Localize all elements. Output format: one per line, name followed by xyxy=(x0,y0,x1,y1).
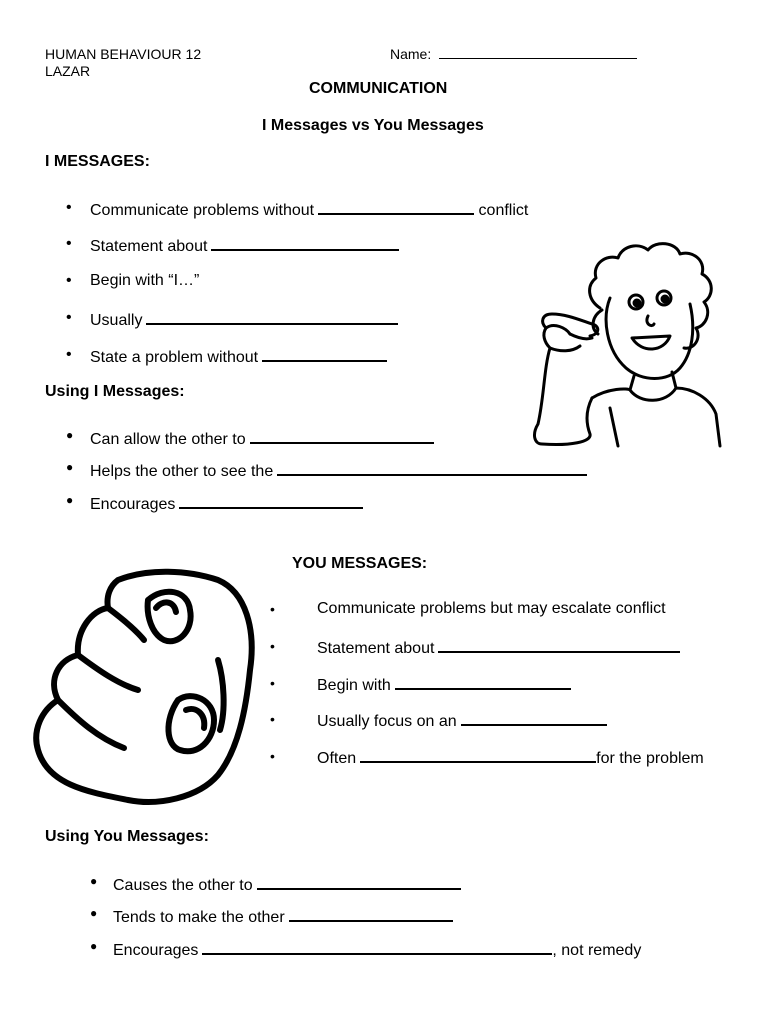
bullet: • xyxy=(66,199,72,216)
person-pointing-self-icon xyxy=(530,238,725,450)
answer-blank[interactable] xyxy=(146,309,398,325)
teacher-label: LAZAR xyxy=(45,63,91,79)
bullet: ● xyxy=(90,906,98,920)
list-item: Communicate problems but may escalate conflict xyxy=(317,600,666,617)
list-item: Statement about xyxy=(317,637,680,658)
bullet: ● xyxy=(90,939,98,953)
list-item: Communicate problems without conflict xyxy=(90,199,528,220)
answer-blank[interactable] xyxy=(318,199,474,215)
bullet: ● xyxy=(90,874,98,888)
answer-blank[interactable] xyxy=(202,939,552,955)
bullet: ● xyxy=(66,493,74,507)
you-messages-heading: YOU MESSAGES: xyxy=(292,555,428,572)
using-i-heading: Using I Messages: xyxy=(45,383,185,400)
answer-blank[interactable] xyxy=(438,637,680,653)
list-item: Encourages , not remedy xyxy=(113,939,641,960)
answer-blank[interactable] xyxy=(461,710,607,726)
bullet: • xyxy=(66,272,72,289)
list-item: State a problem without xyxy=(90,346,387,367)
bullet: ● xyxy=(66,460,74,474)
answer-blank[interactable] xyxy=(360,747,596,763)
bullet: • xyxy=(270,675,275,691)
list-item: Encourages xyxy=(90,493,363,514)
answer-blank[interactable] xyxy=(395,674,571,690)
name-label: Name: xyxy=(390,46,432,62)
pointing-finger-icon xyxy=(28,560,260,810)
name-blank[interactable] xyxy=(439,48,637,59)
bullet: • xyxy=(66,235,72,252)
using-you-heading: Using You Messages: xyxy=(45,828,209,845)
course-label: HUMAN BEHAVIOUR 12 xyxy=(45,46,202,62)
list-item: Helps the other to see the xyxy=(90,460,587,481)
bullet: • xyxy=(270,638,275,654)
bullet: • xyxy=(66,309,72,326)
i-messages-heading: I MESSAGES: xyxy=(45,153,150,170)
answer-blank[interactable] xyxy=(211,235,399,251)
list-item: Tends to make the other xyxy=(113,906,453,927)
answer-blank[interactable] xyxy=(250,428,434,444)
list-item: Statement about xyxy=(90,235,399,256)
bullet: ● xyxy=(66,428,74,442)
answer-blank[interactable] xyxy=(277,460,587,476)
answer-blank[interactable] xyxy=(289,906,453,922)
answer-blank[interactable] xyxy=(179,493,363,509)
bullet: • xyxy=(270,601,275,617)
list-item: Causes the other to xyxy=(113,874,461,895)
name-field[interactable] xyxy=(390,46,637,62)
list-item: Usually xyxy=(90,309,398,330)
list-item: Begin with xyxy=(317,674,571,695)
answer-blank[interactable] xyxy=(257,874,461,890)
bullet: • xyxy=(270,748,275,764)
page-title: COMMUNICATION xyxy=(309,80,448,97)
list-item: Often for the problem xyxy=(317,747,704,768)
bullet: • xyxy=(66,346,72,363)
list-item: Begin with “I…” xyxy=(90,272,200,289)
list-item: Usually focus on an xyxy=(317,710,607,731)
bullet: • xyxy=(270,711,275,727)
page-subtitle: I Messages vs You Messages xyxy=(262,117,484,134)
answer-blank[interactable] xyxy=(262,346,387,362)
list-item: Can allow the other to xyxy=(90,428,434,449)
